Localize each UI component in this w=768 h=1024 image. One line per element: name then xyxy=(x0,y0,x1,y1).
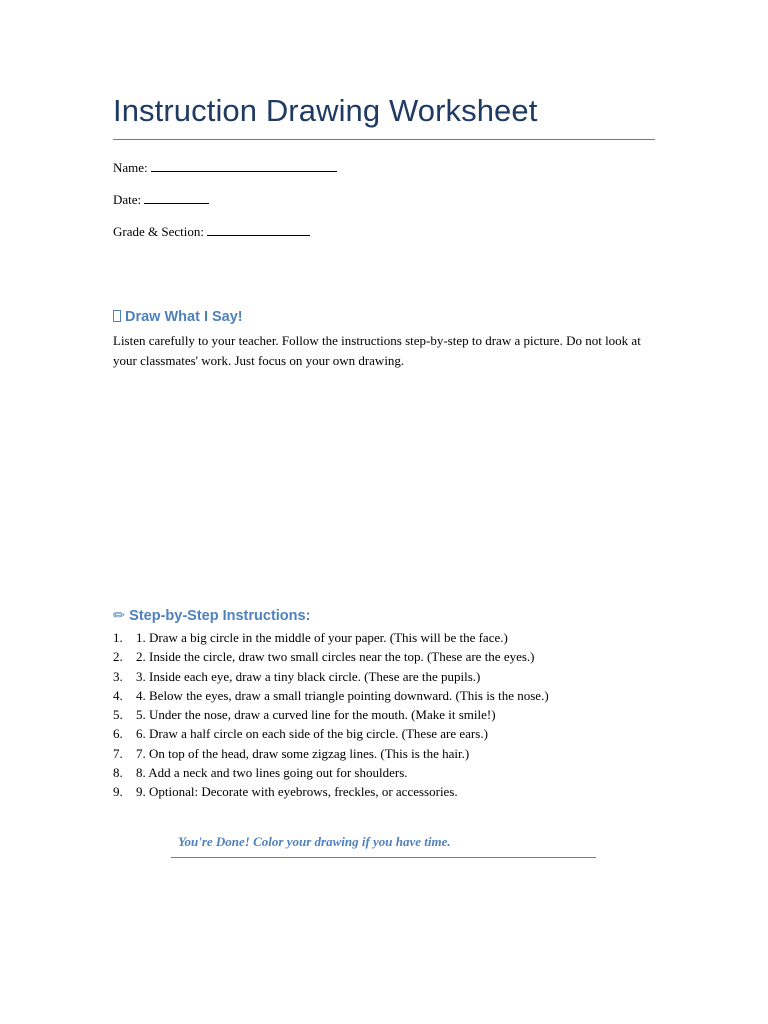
page-title: Instruction Drawing Worksheet xyxy=(113,93,538,128)
list-item-text: 8. Add a neck and two lines going out for shoulders. xyxy=(136,764,408,780)
list-item-text: 2. Inside the circle, draw two small circles near the top. (These are the eyes.) xyxy=(136,649,535,665)
list-item-text: 7. On top of the head, draw some zigzag lines. (This is the hair.) xyxy=(136,745,470,761)
list-number: 1. xyxy=(113,630,123,645)
grade-section-label: Grade & Section: xyxy=(113,224,204,239)
steps-list xyxy=(113,628,549,801)
list-item-text: 3. Inside each eye, draw a tiny black circle. (These are the pupils.) xyxy=(136,668,481,684)
name-blank-line xyxy=(151,160,337,172)
list-item-text: 1. Draw a big circle in the middle of your paper. (This will be the face.) xyxy=(136,630,508,645)
list-number: 5. xyxy=(113,707,123,722)
list-item xyxy=(113,686,549,705)
list-number: 8. xyxy=(113,764,123,780)
intro-paragraph: Listen carefully to your teacher. Follow the instructions step-by-step to draw a picture. Do not look at your classmates' work. Just focus on your own drawing. xyxy=(113,333,641,368)
list-item-text: 9. Optional: Decorate with eyebrows, freckles, or accessories. xyxy=(136,784,458,799)
list-item xyxy=(113,647,549,666)
list-item xyxy=(113,763,549,782)
section-heading-draw xyxy=(113,309,243,325)
section-heading-draw-text: Draw What I Say! xyxy=(125,309,243,325)
list-item-text: 4. Below the eyes, draw a small triangle pointing downward. (This is the nose.) xyxy=(136,687,549,703)
name-field xyxy=(113,160,337,176)
date-field xyxy=(113,192,209,208)
list-number: 2. xyxy=(113,649,123,665)
grade-section-field xyxy=(113,224,310,240)
date-label: Date: xyxy=(113,192,142,207)
closing-text: You're Done! Color your drawing if you have time. xyxy=(178,834,451,849)
list-item xyxy=(113,744,549,763)
list-item xyxy=(113,705,549,724)
section-heading-steps-text: Step-by-Step Instructions: xyxy=(129,608,311,624)
closing-callout xyxy=(171,833,596,858)
list-number: 6. xyxy=(113,726,123,742)
list-number: 4. xyxy=(113,687,123,703)
list-number: 3. xyxy=(113,668,123,684)
list-item xyxy=(113,628,549,647)
list-number: 7. xyxy=(113,745,123,761)
list-number: 9. xyxy=(113,784,123,799)
list-item xyxy=(113,667,549,686)
title-underline xyxy=(113,139,655,140)
broken-glyph-icon xyxy=(113,310,121,322)
list-item-text: 6. Draw a half circle on each side of the big circle. (These are ears.) xyxy=(136,726,488,742)
list-item xyxy=(113,724,549,743)
section-heading-steps xyxy=(113,608,310,624)
name-label: Name: xyxy=(113,160,148,175)
date-blank-line xyxy=(144,192,209,204)
list-item xyxy=(113,782,549,801)
pencil-icon: ✏ xyxy=(113,608,126,624)
list-item-text: 5. Under the nose, draw a curved line for the mouth. (Make it smile!) xyxy=(136,707,496,722)
grade-section-blank-line xyxy=(207,224,310,236)
